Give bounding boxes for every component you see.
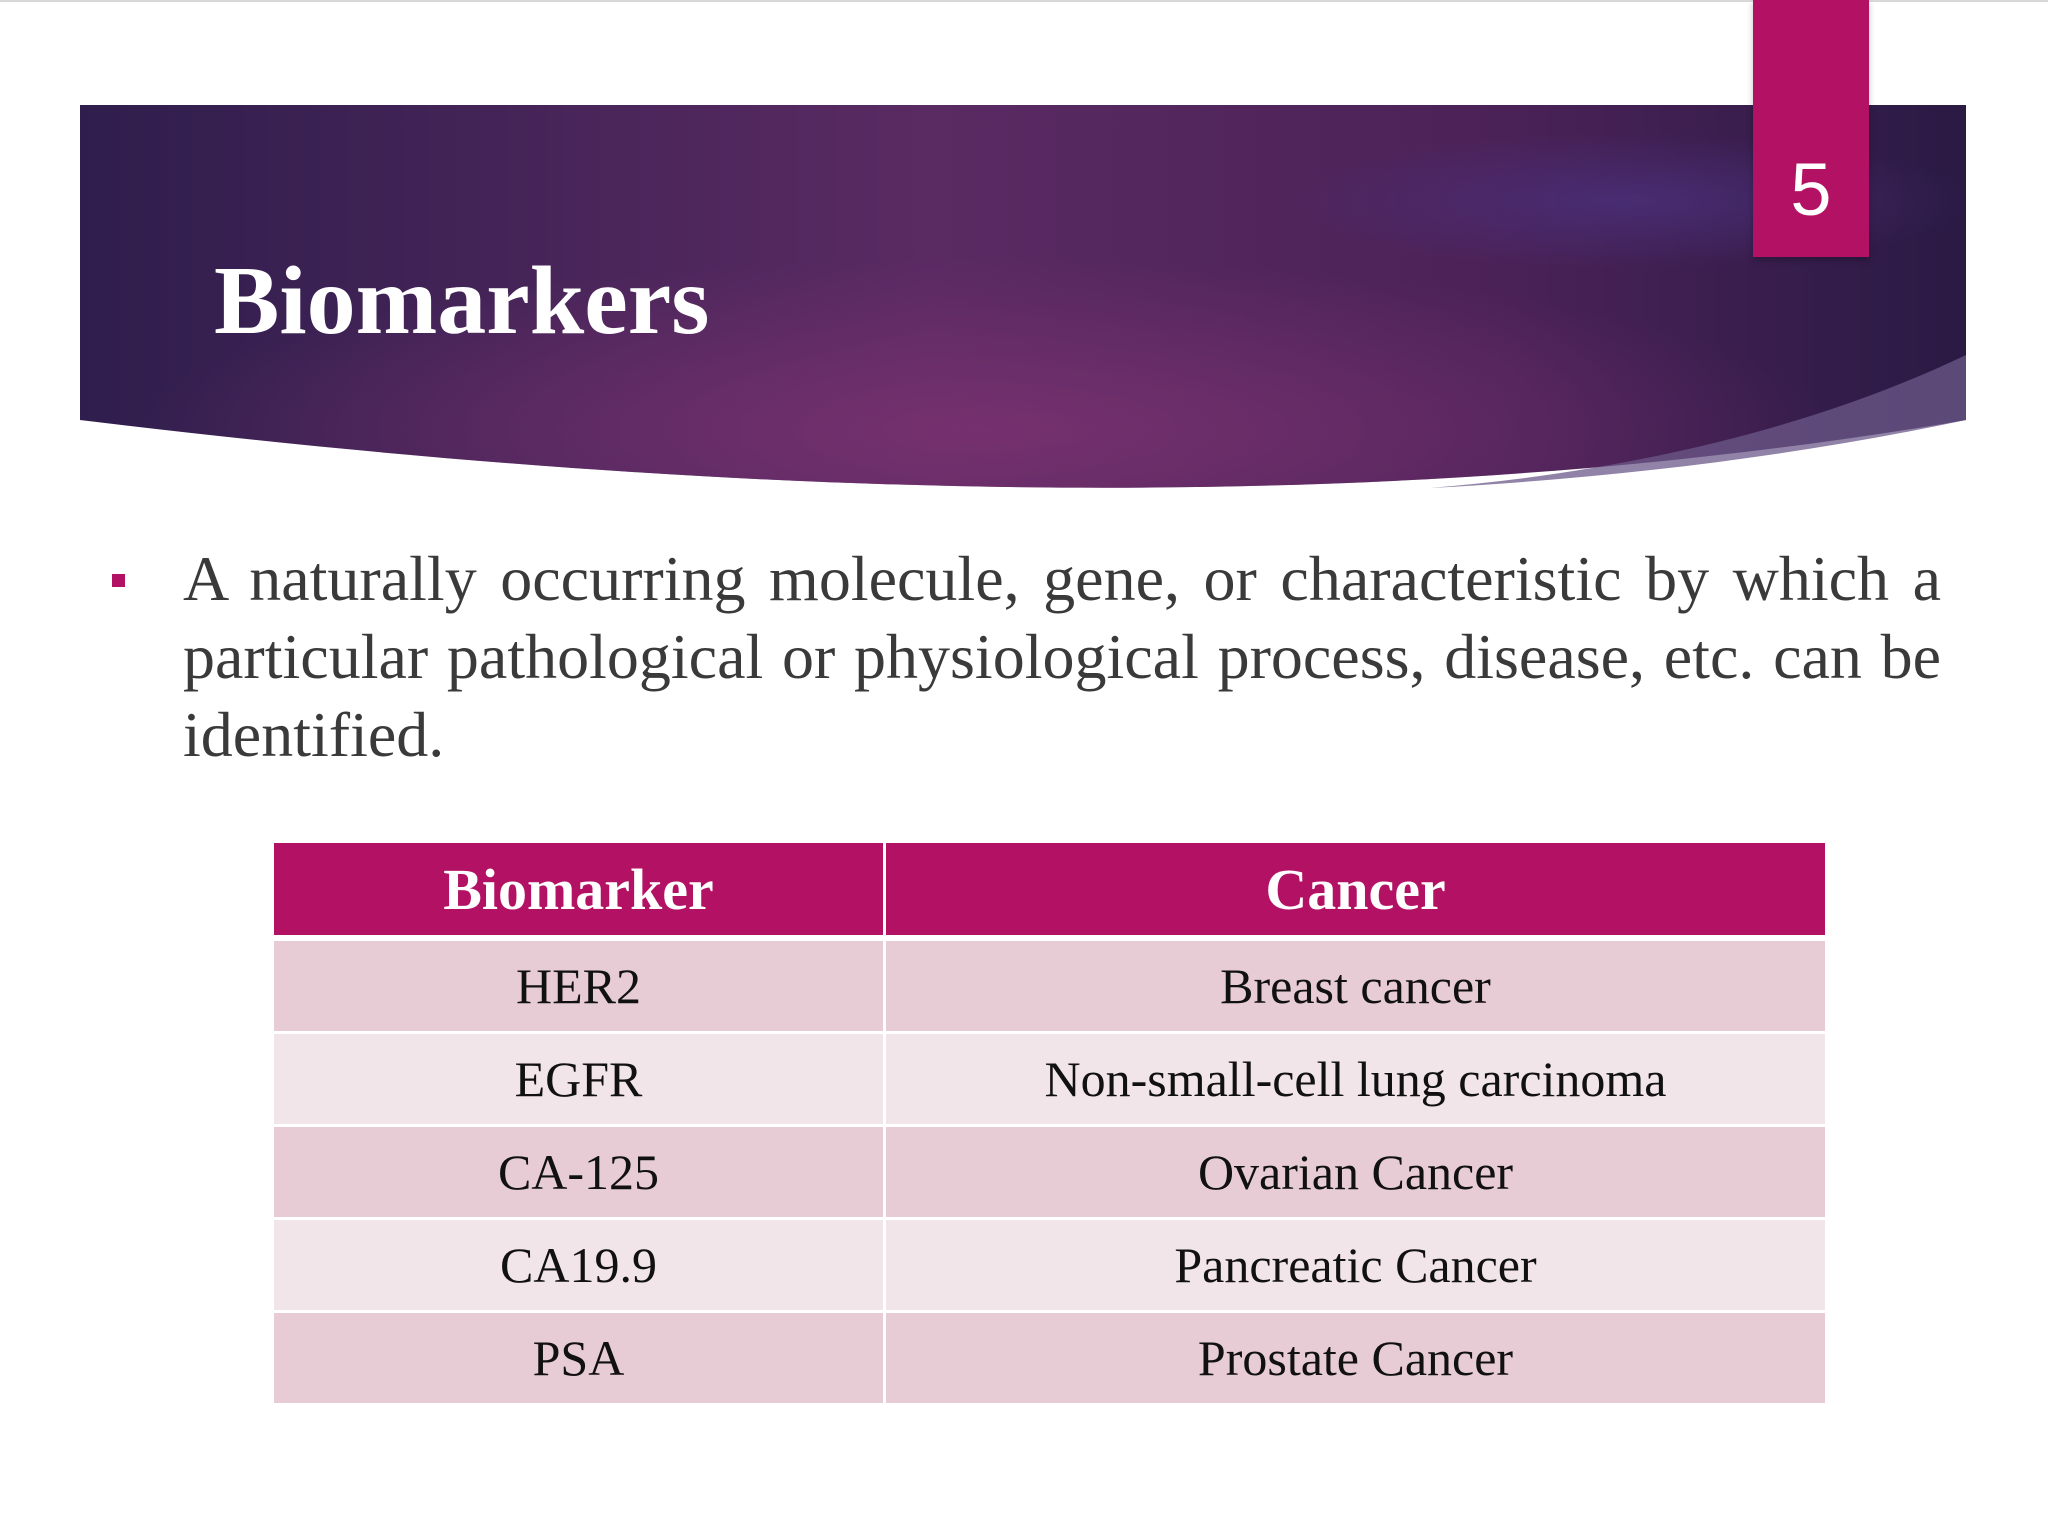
table-row <box>274 1127 1825 1220</box>
cancer-cell: Breast cancer <box>886 941 1825 1034</box>
page-number-tab <box>1753 0 1869 257</box>
biomarker-cell: HER2 <box>274 941 886 1034</box>
biomarker-cell: CA-125 <box>274 1127 886 1220</box>
table-row <box>274 1220 1825 1313</box>
page-number: 5 <box>1790 148 1832 231</box>
table-row <box>274 1313 1825 1406</box>
table-header-row <box>274 843 1825 941</box>
slide-title: Biomarkers <box>214 247 710 355</box>
biomarker-cell: PSA <box>274 1313 886 1406</box>
square-bullet-icon <box>112 574 125 587</box>
table-row <box>274 941 1825 1034</box>
cancer-cell: Ovarian Cancer <box>886 1127 1825 1220</box>
cancer-cell: Pancreatic Cancer <box>886 1220 1825 1313</box>
column-header-biomarker: Biomarker <box>274 843 886 941</box>
biomarker-cell: EGFR <box>274 1034 886 1127</box>
cancer-cell: Prostate Cancer <box>886 1313 1825 1406</box>
biomarker-cell: CA19.9 <box>274 1220 886 1313</box>
cancer-cell: Non-small-cell lung carcinoma <box>886 1034 1825 1127</box>
column-header-cancer: Cancer <box>886 843 1825 941</box>
bullet-text: A naturally occurring molecule, gene, or characteristic by which a particular pathological or physiological process, disease, etc. can be identified. <box>183 543 1941 770</box>
biomarker-table <box>274 843 1825 1406</box>
table-row <box>274 1034 1825 1127</box>
